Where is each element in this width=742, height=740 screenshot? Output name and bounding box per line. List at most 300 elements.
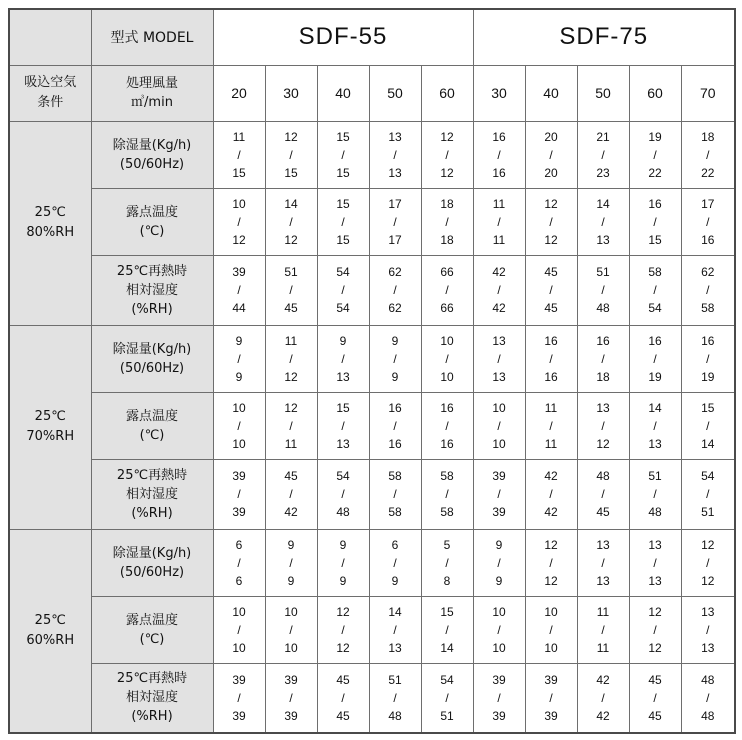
value-cell <box>265 392 317 459</box>
value-separator: / <box>341 418 345 433</box>
spec-table <box>8 8 736 734</box>
value-50hz: 13 <box>492 333 506 348</box>
value-separator: / <box>706 418 710 433</box>
value-60hz: 20 <box>544 165 558 180</box>
value-separator: / <box>549 147 553 162</box>
value-50hz: 58 <box>648 265 662 279</box>
value-60hz: 10 <box>492 436 506 451</box>
value-60hz: 14 <box>440 640 454 655</box>
value-50hz: 10 <box>440 333 454 348</box>
value-50hz: 13 <box>648 537 662 552</box>
value-50hz: 14 <box>284 196 298 211</box>
data-row <box>9 529 735 596</box>
value-cell <box>213 663 265 733</box>
value-cell <box>473 529 525 596</box>
value-separator: / <box>289 351 293 366</box>
value-cell <box>473 188 525 255</box>
value-cell <box>473 325 525 392</box>
value-50hz: 16 <box>388 400 402 415</box>
value-60hz: 17 <box>388 232 402 247</box>
value-50hz: 51 <box>596 265 610 279</box>
parameter-label: 25℃再熱時 相対湿度 (%RH) <box>91 459 213 529</box>
value-60hz: 13 <box>336 436 350 451</box>
value-50hz: 12 <box>284 400 298 415</box>
value-cell <box>681 188 735 255</box>
value-60hz: 45 <box>284 301 298 315</box>
flow-value: 30 <box>473 65 525 121</box>
value-60hz: 19 <box>648 369 662 384</box>
value-50hz: 10 <box>232 604 246 619</box>
value-cell <box>525 663 577 733</box>
value-separator: / <box>237 214 241 229</box>
value-separator: / <box>497 690 501 705</box>
data-row <box>9 255 735 325</box>
value-60hz: 39 <box>492 505 506 519</box>
value-60hz: 39 <box>232 708 246 723</box>
value-separator: / <box>237 690 241 705</box>
value-separator: / <box>706 487 710 501</box>
value-50hz: 14 <box>388 604 402 619</box>
flow-value: 40 <box>525 65 577 121</box>
value-60hz: 11 <box>492 232 506 247</box>
value-separator: / <box>393 147 397 162</box>
value-50hz: 6 <box>391 537 399 552</box>
value-separator: / <box>289 622 293 637</box>
value-separator: / <box>445 622 449 637</box>
value-cell <box>577 392 629 459</box>
value-cell <box>681 325 735 392</box>
value-50hz: 10 <box>284 604 298 619</box>
value-cell <box>473 596 525 663</box>
value-60hz: 9 <box>287 573 295 588</box>
value-separator: / <box>341 214 345 229</box>
value-separator: / <box>706 147 710 162</box>
value-50hz: 12 <box>284 129 298 144</box>
parameter-label: 除湿量(Kg/h) (50/60Hz) <box>91 121 213 188</box>
value-60hz: 13 <box>648 436 662 451</box>
value-50hz: 42 <box>596 672 610 687</box>
value-cell <box>369 188 421 255</box>
value-cell <box>525 188 577 255</box>
value-60hz: 16 <box>544 369 558 384</box>
value-60hz: 23 <box>596 165 610 180</box>
value-separator: / <box>653 555 657 570</box>
value-50hz: 19 <box>648 129 662 144</box>
value-separator: / <box>601 147 605 162</box>
value-50hz: 18 <box>440 196 454 211</box>
value-separator: / <box>653 147 657 162</box>
value-separator: / <box>653 622 657 637</box>
value-separator: / <box>445 418 449 433</box>
inlet-condition: 25℃ 70%RH <box>9 325 91 529</box>
value-50hz: 9 <box>391 333 399 348</box>
value-60hz: 62 <box>388 301 402 315</box>
value-separator: / <box>549 622 553 637</box>
value-separator: / <box>549 283 553 297</box>
value-60hz: 19 <box>701 369 715 384</box>
value-separator: / <box>341 487 345 501</box>
value-60hz: 58 <box>440 505 454 519</box>
value-separator: / <box>289 418 293 433</box>
value-60hz: 12 <box>648 640 662 655</box>
value-separator: / <box>601 214 605 229</box>
value-60hz: 22 <box>648 165 662 180</box>
value-separator: / <box>653 418 657 433</box>
value-cell <box>629 596 681 663</box>
value-60hz: 12 <box>596 436 610 451</box>
value-60hz: 44 <box>232 301 246 315</box>
value-50hz: 45 <box>336 672 350 687</box>
value-60hz: 9 <box>495 573 503 588</box>
value-cell <box>421 392 473 459</box>
value-separator: / <box>237 622 241 637</box>
value-separator: / <box>237 283 241 297</box>
value-50hz: 16 <box>596 333 610 348</box>
value-cell <box>369 459 421 529</box>
value-cell <box>213 188 265 255</box>
value-cell <box>213 596 265 663</box>
value-60hz: 13 <box>596 573 610 588</box>
value-50hz: 9 <box>339 537 347 552</box>
value-50hz: 13 <box>596 400 610 415</box>
value-cell <box>473 663 525 733</box>
value-50hz: 11 <box>544 400 558 415</box>
value-cell <box>265 596 317 663</box>
value-cell <box>317 121 369 188</box>
value-separator: / <box>237 418 241 433</box>
value-separator: / <box>653 690 657 705</box>
value-60hz: 10 <box>284 640 298 655</box>
value-cell <box>525 392 577 459</box>
value-50hz: 16 <box>440 400 454 415</box>
value-50hz: 15 <box>336 400 350 415</box>
value-60hz: 16 <box>440 436 454 451</box>
value-50hz: 11 <box>284 333 298 348</box>
value-separator: / <box>706 351 710 366</box>
value-cell <box>681 121 735 188</box>
value-50hz: 12 <box>336 604 350 619</box>
value-60hz: 9 <box>391 369 399 384</box>
value-50hz: 45 <box>544 265 558 279</box>
value-60hz: 14 <box>701 436 715 451</box>
value-cell <box>629 529 681 596</box>
flow-rate-label: 処理風量 ㎥/min <box>91 65 213 121</box>
value-cell <box>681 596 735 663</box>
value-60hz: 51 <box>701 505 715 519</box>
value-50hz: 10 <box>232 196 246 211</box>
value-60hz: 10 <box>544 640 558 655</box>
value-cell <box>577 325 629 392</box>
value-cell <box>265 663 317 733</box>
value-cell <box>369 325 421 392</box>
value-60hz: 15 <box>336 232 350 247</box>
value-50hz: 6 <box>235 537 243 552</box>
value-50hz: 17 <box>701 196 715 211</box>
value-separator: / <box>706 555 710 570</box>
value-cell <box>421 596 473 663</box>
value-separator: / <box>341 283 345 297</box>
value-50hz: 12 <box>440 129 454 144</box>
parameter-label: 露点温度 (℃) <box>91 392 213 459</box>
value-60hz: 39 <box>544 708 558 723</box>
value-cell <box>525 459 577 529</box>
value-60hz: 11 <box>544 436 558 451</box>
value-cell <box>265 255 317 325</box>
value-cell <box>577 121 629 188</box>
value-60hz: 58 <box>701 301 715 315</box>
value-60hz: 9 <box>391 573 399 588</box>
value-60hz: 8 <box>443 573 451 588</box>
value-50hz: 13 <box>596 537 610 552</box>
value-separator: / <box>445 214 449 229</box>
parameter-label: 25℃再熱時 相対湿度 (%RH) <box>91 663 213 733</box>
value-50hz: 58 <box>388 469 402 483</box>
value-50hz: 20 <box>544 129 558 144</box>
value-60hz: 12 <box>284 369 298 384</box>
value-separator: / <box>445 351 449 366</box>
flow-value: 40 <box>317 65 369 121</box>
value-50hz: 39 <box>492 672 506 687</box>
value-separator: / <box>601 283 605 297</box>
value-60hz: 9 <box>235 369 243 384</box>
value-cell <box>577 529 629 596</box>
data-row <box>9 188 735 255</box>
value-50hz: 48 <box>596 469 610 483</box>
value-cell <box>317 325 369 392</box>
value-60hz: 66 <box>440 301 454 315</box>
value-cell <box>577 188 629 255</box>
value-50hz: 9 <box>339 333 347 348</box>
value-separator: / <box>445 487 449 501</box>
value-60hz: 39 <box>232 505 246 519</box>
value-60hz: 12 <box>232 232 246 247</box>
value-cell <box>629 188 681 255</box>
value-50hz: 48 <box>701 672 715 687</box>
value-60hz: 58 <box>388 505 402 519</box>
value-cell <box>421 121 473 188</box>
value-separator: / <box>497 622 501 637</box>
value-separator: / <box>601 487 605 501</box>
value-50hz: 45 <box>648 672 662 687</box>
value-cell <box>681 392 735 459</box>
value-separator: / <box>549 418 553 433</box>
value-separator: / <box>549 351 553 366</box>
parameter-label: 25℃再熱時 相対湿度 (%RH) <box>91 255 213 325</box>
value-separator: / <box>706 214 710 229</box>
data-row <box>9 663 735 733</box>
value-60hz: 39 <box>284 708 298 723</box>
value-separator: / <box>393 690 397 705</box>
value-separator: / <box>601 555 605 570</box>
value-50hz: 16 <box>544 333 558 348</box>
value-60hz: 48 <box>648 505 662 519</box>
value-50hz: 39 <box>232 265 246 279</box>
value-separator: / <box>445 147 449 162</box>
value-cell <box>265 188 317 255</box>
value-60hz: 15 <box>284 165 298 180</box>
value-60hz: 16 <box>388 436 402 451</box>
value-60hz: 18 <box>440 232 454 247</box>
value-50hz: 11 <box>492 196 506 211</box>
value-separator: / <box>653 351 657 366</box>
value-60hz: 45 <box>596 505 610 519</box>
value-50hz: 9 <box>235 333 243 348</box>
value-50hz: 16 <box>701 333 715 348</box>
value-separator: / <box>341 147 345 162</box>
value-60hz: 10 <box>232 436 246 451</box>
value-50hz: 15 <box>336 129 350 144</box>
value-separator: / <box>549 487 553 501</box>
value-cell <box>629 255 681 325</box>
value-separator: / <box>237 555 241 570</box>
value-50hz: 15 <box>701 400 715 415</box>
inlet-condition-label: 吸込空気 条件 <box>9 65 91 121</box>
value-60hz: 54 <box>336 301 350 315</box>
flow-value: 50 <box>369 65 421 121</box>
value-separator: / <box>601 418 605 433</box>
value-separator: / <box>706 283 710 297</box>
value-cell <box>525 121 577 188</box>
value-cell <box>473 392 525 459</box>
value-60hz: 42 <box>492 301 506 315</box>
value-separator: / <box>601 690 605 705</box>
value-cell <box>265 121 317 188</box>
value-cell <box>317 596 369 663</box>
value-60hz: 13 <box>701 640 715 655</box>
value-separator: / <box>497 418 501 433</box>
value-60hz: 42 <box>284 505 298 519</box>
value-separator: / <box>706 622 710 637</box>
value-separator: / <box>653 283 657 297</box>
value-separator: / <box>341 622 345 637</box>
value-60hz: 10 <box>440 369 454 384</box>
value-cell <box>317 255 369 325</box>
value-50hz: 11 <box>232 129 246 144</box>
value-cell <box>421 529 473 596</box>
value-60hz: 10 <box>492 640 506 655</box>
value-60hz: 13 <box>648 573 662 588</box>
model-sdf-55: SDF-55 <box>213 9 473 65</box>
value-cell <box>525 596 577 663</box>
value-cell <box>369 255 421 325</box>
value-cell <box>525 325 577 392</box>
value-50hz: 54 <box>701 469 715 483</box>
parameter-label: 露点温度 (℃) <box>91 188 213 255</box>
value-separator: / <box>393 214 397 229</box>
value-separator: / <box>653 487 657 501</box>
value-separator: / <box>289 487 293 501</box>
value-cell <box>369 663 421 733</box>
value-cell <box>213 325 265 392</box>
value-50hz: 51 <box>648 469 662 483</box>
value-separator: / <box>237 351 241 366</box>
value-50hz: 12 <box>648 604 662 619</box>
value-separator: / <box>706 690 710 705</box>
value-cell <box>213 529 265 596</box>
value-60hz: 13 <box>596 232 610 247</box>
inlet-condition: 25℃ 60%RH <box>9 529 91 733</box>
value-50hz: 62 <box>701 265 715 279</box>
value-60hz: 18 <box>596 369 610 384</box>
value-50hz: 18 <box>701 129 715 144</box>
value-50hz: 15 <box>440 604 454 619</box>
flow-value: 50 <box>577 65 629 121</box>
value-cell <box>317 663 369 733</box>
value-separator: / <box>393 351 397 366</box>
value-separator: / <box>341 351 345 366</box>
value-cell <box>265 529 317 596</box>
value-50hz: 54 <box>440 672 454 687</box>
value-60hz: 11 <box>284 436 298 451</box>
value-60hz: 13 <box>336 369 350 384</box>
value-60hz: 13 <box>388 640 402 655</box>
value-60hz: 48 <box>336 505 350 519</box>
value-separator: / <box>289 283 293 297</box>
value-60hz: 51 <box>440 708 454 723</box>
inlet-condition: 25℃ 80%RH <box>9 121 91 325</box>
value-cell <box>629 663 681 733</box>
flow-value: 60 <box>629 65 681 121</box>
value-60hz: 12 <box>440 165 454 180</box>
value-60hz: 48 <box>388 708 402 723</box>
value-50hz: 14 <box>648 400 662 415</box>
value-separator: / <box>393 622 397 637</box>
value-60hz: 12 <box>284 232 298 247</box>
value-separator: / <box>549 214 553 229</box>
value-separator: / <box>341 555 345 570</box>
value-50hz: 5 <box>443 537 451 552</box>
parameter-label: 除湿量(Kg/h) (50/60Hz) <box>91 325 213 392</box>
value-60hz: 11 <box>596 640 610 655</box>
value-50hz: 66 <box>440 265 454 279</box>
value-50hz: 42 <box>544 469 558 483</box>
value-separator: / <box>497 487 501 501</box>
value-separator: / <box>237 147 241 162</box>
value-60hz: 12 <box>544 573 558 588</box>
value-cell <box>629 325 681 392</box>
value-cell <box>317 392 369 459</box>
value-50hz: 10 <box>492 604 506 619</box>
value-cell <box>421 663 473 733</box>
value-50hz: 10 <box>544 604 558 619</box>
value-60hz: 45 <box>544 301 558 315</box>
value-60hz: 39 <box>492 708 506 723</box>
value-60hz: 15 <box>336 165 350 180</box>
value-60hz: 13 <box>388 165 402 180</box>
value-cell <box>629 392 681 459</box>
value-cell <box>213 121 265 188</box>
model-sdf-75: SDF-75 <box>473 9 735 65</box>
value-separator: / <box>445 555 449 570</box>
value-cell <box>577 255 629 325</box>
value-60hz: 12 <box>336 640 350 655</box>
value-60hz: 42 <box>544 505 558 519</box>
value-separator: / <box>601 351 605 366</box>
value-cell <box>369 596 421 663</box>
value-50hz: 9 <box>495 537 503 552</box>
corner-cell <box>9 9 91 65</box>
flow-value: 20 <box>213 65 265 121</box>
value-60hz: 13 <box>492 369 506 384</box>
value-cell <box>577 459 629 529</box>
flow-header-row <box>9 65 735 121</box>
value-separator: / <box>445 690 449 705</box>
value-separator: / <box>289 214 293 229</box>
value-60hz: 16 <box>492 165 506 180</box>
value-cell <box>681 529 735 596</box>
value-cell <box>525 529 577 596</box>
value-separator: / <box>549 555 553 570</box>
